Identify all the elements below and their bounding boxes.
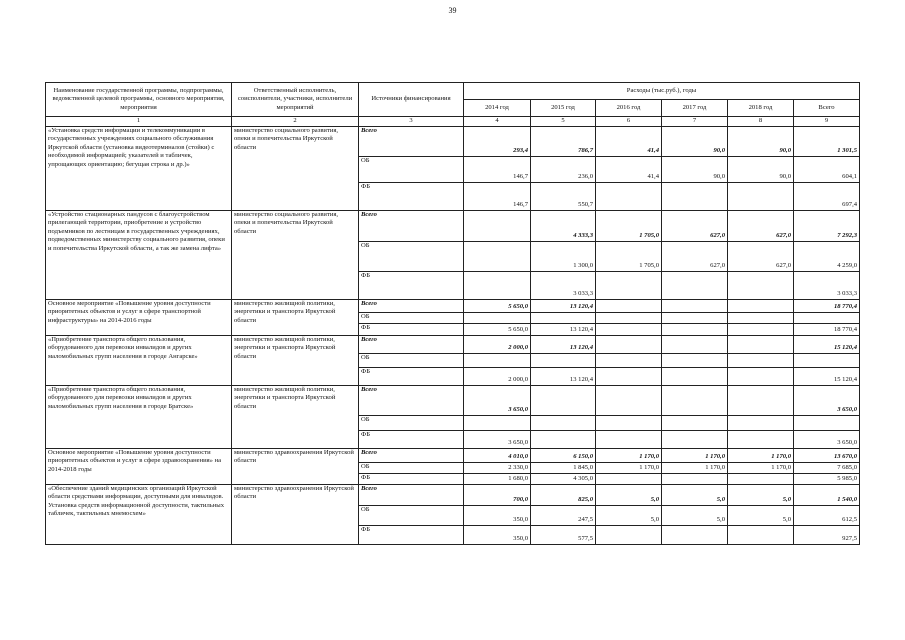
year-value-cell <box>596 385 662 415</box>
year-value-cell <box>662 525 728 544</box>
funding-source-cell: ОБ <box>359 505 464 525</box>
year-value-cell: 41,4 <box>596 156 662 182</box>
table-row <box>46 448 860 462</box>
year-value-cell <box>596 299 662 312</box>
year-value-cell <box>662 182 728 210</box>
total-value-cell: 18 770,4 <box>794 299 860 312</box>
responsible-cell: министерство социального развития, опеки и попечительства Иркутской области <box>232 210 359 299</box>
table-body <box>46 126 860 544</box>
year-value-cell <box>596 323 662 335</box>
funding-source-cell: Всего <box>359 299 464 312</box>
year-value-cell: 1 680,0 <box>464 473 531 484</box>
total-value-cell <box>794 312 860 323</box>
year-value-cell <box>464 241 531 271</box>
responsible-cell: министерство здравоохранения Иркутской области <box>232 448 359 484</box>
column-number: 9 <box>794 117 860 127</box>
header-year: 2017 год <box>662 100 728 117</box>
funding-source-cell: ОБ <box>359 353 464 367</box>
year-value-cell: 293,4 <box>464 126 531 156</box>
year-value-cell: 5,0 <box>596 484 662 505</box>
total-value-cell: 604,1 <box>794 156 860 182</box>
total-value-cell: 3 650,0 <box>794 385 860 415</box>
year-value-cell <box>464 312 531 323</box>
year-value-cell: 5 650,0 <box>464 299 531 312</box>
year-value-cell: 1 705,0 <box>596 241 662 271</box>
table-row <box>46 126 860 156</box>
header-expenses: Расходы (тыс.руб.), годы <box>464 83 860 100</box>
total-value-cell: 7 685,0 <box>794 462 860 473</box>
total-value-cell: 3 650,0 <box>794 430 860 448</box>
year-value-cell: 3 650,0 <box>464 385 531 415</box>
responsible-cell: министерство социального развития, опеки и попечительства Иркутской области <box>232 126 359 210</box>
year-value-cell <box>728 385 794 415</box>
year-value-cell <box>596 367 662 385</box>
year-value-cell: 247,5 <box>531 505 596 525</box>
page-number: 39 <box>448 6 457 15</box>
year-value-cell: 5,0 <box>728 484 794 505</box>
year-value-cell <box>662 323 728 335</box>
year-value-cell: 350,0 <box>464 505 531 525</box>
table-row <box>46 484 860 505</box>
year-value-cell: 4 010,0 <box>464 448 531 462</box>
year-value-cell <box>531 415 596 430</box>
year-value-cell: 5,0 <box>596 505 662 525</box>
year-value-cell: 1 300,0 <box>531 241 596 271</box>
year-value-cell: 146,7 <box>464 182 531 210</box>
funding-source-cell: ОБ <box>359 415 464 430</box>
year-value-cell <box>596 182 662 210</box>
year-value-cell <box>596 430 662 448</box>
year-value-cell <box>728 525 794 544</box>
funding-source-cell: ФБ <box>359 182 464 210</box>
activity-name-cell: «Приобретение транспорта общего пользования, оборудованного для перевозки инвалидов и других маломобильных групп населения в городе Братске» <box>46 385 232 448</box>
table-row <box>46 210 860 241</box>
funding-source-cell: ОБ <box>359 241 464 271</box>
year-value-cell <box>728 335 794 353</box>
year-value-cell: 90,0 <box>728 126 794 156</box>
funding-source-cell: Всего <box>359 126 464 156</box>
header-year: 2016 год <box>596 100 662 117</box>
year-value-cell: 41,4 <box>596 126 662 156</box>
year-value-cell <box>596 525 662 544</box>
column-number: 4 <box>464 117 531 127</box>
header-year: 2015 год <box>531 100 596 117</box>
year-value-cell: 5,0 <box>662 505 728 525</box>
total-value-cell: 612,5 <box>794 505 860 525</box>
year-value-cell <box>728 312 794 323</box>
activity-name-cell: «Обеспечение зданий медицинских организаций Иркутской области средствами информации, доступными для инвалидов. Установка средств информационной доступности, тактильных табличек, тактильных мнемосхем» <box>46 484 232 544</box>
year-value-cell: 13 120,4 <box>531 323 596 335</box>
header-responsible: Ответственный исполнитель, соисполнители, участники, исполнители мероприятий <box>232 83 359 117</box>
year-value-cell: 236,0 <box>531 156 596 182</box>
year-value-cell <box>728 271 794 299</box>
header-funding-source: Источники финансирования <box>359 83 464 117</box>
year-value-cell: 6 150,0 <box>531 448 596 462</box>
year-value-cell: 1 170,0 <box>596 448 662 462</box>
total-value-cell: 697,4 <box>794 182 860 210</box>
year-value-cell: 13 120,4 <box>531 299 596 312</box>
funding-source-cell: ФБ <box>359 323 464 335</box>
year-value-cell: 13 120,4 <box>531 367 596 385</box>
header-program-name: Наименование государственной программы, подпрограммы, ведомственной целевой программы, основного мероприятия, мероприятия <box>46 83 232 117</box>
year-value-cell <box>531 385 596 415</box>
header-year: 2014 год <box>464 100 531 117</box>
year-value-cell <box>531 430 596 448</box>
total-value-cell: 18 770,4 <box>794 323 860 335</box>
funding-source-cell: Всего <box>359 210 464 241</box>
year-value-cell <box>728 353 794 367</box>
funding-source-cell: ОБ <box>359 156 464 182</box>
year-value-cell <box>531 353 596 367</box>
total-value-cell: 1 301,5 <box>794 126 860 156</box>
year-value-cell: 350,0 <box>464 525 531 544</box>
total-value-cell: 4 259,0 <box>794 241 860 271</box>
header-year: 2018 год <box>728 100 794 117</box>
year-value-cell: 700,0 <box>464 484 531 505</box>
year-value-cell: 90,0 <box>662 156 728 182</box>
year-value-cell <box>662 353 728 367</box>
year-value-cell <box>662 271 728 299</box>
header-total: Всего <box>794 100 860 117</box>
funding-source-cell: ФБ <box>359 271 464 299</box>
column-number: 2 <box>232 117 359 127</box>
column-number: 1 <box>46 117 232 127</box>
column-number: 7 <box>662 117 728 127</box>
activity-name-cell: «Приобретение транспорта общего пользования, оборудованного для перевозки инвалидов и других маломобильных групп населения в городе Ангарске» <box>46 335 232 385</box>
year-value-cell <box>464 210 531 241</box>
year-value-cell: 2 000,0 <box>464 367 531 385</box>
responsible-cell: министерство здравоохранения Иркутской области <box>232 484 359 544</box>
year-value-cell <box>728 430 794 448</box>
year-value-cell: 2 000,0 <box>464 335 531 353</box>
year-value-cell <box>596 271 662 299</box>
total-value-cell: 1 540,0 <box>794 484 860 505</box>
year-value-cell <box>662 299 728 312</box>
funding-source-cell: Всего <box>359 335 464 353</box>
year-value-cell: 90,0 <box>662 126 728 156</box>
year-value-cell <box>662 473 728 484</box>
responsible-cell: министерство жилищной политики, энергетики и транспорта Иркутской области <box>232 299 359 335</box>
year-value-cell: 2 330,0 <box>464 462 531 473</box>
year-value-cell: 1 845,0 <box>531 462 596 473</box>
funding-source-cell: ОБ <box>359 312 464 323</box>
year-value-cell: 1 170,0 <box>662 448 728 462</box>
total-value-cell: 13 670,0 <box>794 448 860 462</box>
year-value-cell <box>662 335 728 353</box>
column-number: 3 <box>359 117 464 127</box>
total-value-cell: 7 292,3 <box>794 210 860 241</box>
column-number: 5 <box>531 117 596 127</box>
responsible-cell: министерство жилищной политики, энергетики и транспорта Иркутской области <box>232 335 359 385</box>
year-value-cell <box>728 415 794 430</box>
column-number: 8 <box>728 117 794 127</box>
year-value-cell: 146,7 <box>464 156 531 182</box>
total-value-cell: 15 120,4 <box>794 335 860 353</box>
activity-name-cell: Основное мероприятие «Повышение уровня доступности приоритетных объектов и услуг в сфере транспортной инфраструктуры» на 2014-2016 годы <box>46 299 232 335</box>
funding-source-cell: ФБ <box>359 367 464 385</box>
year-value-cell: 786,7 <box>531 126 596 156</box>
table-row <box>46 385 860 415</box>
total-value-cell: 15 120,4 <box>794 367 860 385</box>
year-value-cell <box>662 430 728 448</box>
year-value-cell <box>596 335 662 353</box>
table-row <box>46 299 860 312</box>
year-value-cell: 5,0 <box>662 484 728 505</box>
year-value-cell: 1 170,0 <box>728 448 794 462</box>
year-value-cell: 13 120,4 <box>531 335 596 353</box>
budget-table <box>45 82 860 545</box>
total-value-cell: 927,5 <box>794 525 860 544</box>
year-value-cell <box>728 299 794 312</box>
year-value-cell: 5,0 <box>728 505 794 525</box>
total-value-cell <box>794 415 860 430</box>
year-value-cell: 90,0 <box>728 156 794 182</box>
year-value-cell: 627,0 <box>662 210 728 241</box>
year-value-cell: 1 705,0 <box>596 210 662 241</box>
funding-source-cell: ФБ <box>359 430 464 448</box>
year-value-cell: 627,0 <box>728 210 794 241</box>
year-value-cell <box>728 473 794 484</box>
year-value-cell <box>531 312 596 323</box>
year-value-cell <box>662 415 728 430</box>
year-value-cell: 825,0 <box>531 484 596 505</box>
year-value-cell: 627,0 <box>728 241 794 271</box>
funding-source-cell: ФБ <box>359 525 464 544</box>
year-value-cell: 4 333,3 <box>531 210 596 241</box>
year-value-cell <box>596 415 662 430</box>
year-value-cell <box>464 415 531 430</box>
year-value-cell <box>728 367 794 385</box>
table-row <box>46 335 860 353</box>
funding-source-cell: Всего <box>359 448 464 462</box>
activity-name-cell: Основное мероприятие «Повышение уровня доступности приоритетных объектов и услуг в сфере здравоохранения» на 2014-2018 годы <box>46 448 232 484</box>
year-value-cell <box>596 473 662 484</box>
activity-name-cell: «Устройство стационарных пандусов с благоустройством прилегающей территории, приобретение и устройство подъемников по лестницам в государственных учреждениях, подведомственных министерству социального развития, опеки и попечительства Иркутской области, а так же замена лифта» <box>46 210 232 299</box>
year-value-cell <box>464 353 531 367</box>
funding-source-cell: Всего <box>359 484 464 505</box>
year-value-cell: 5 650,0 <box>464 323 531 335</box>
year-value-cell <box>728 182 794 210</box>
year-value-cell: 550,7 <box>531 182 596 210</box>
total-value-cell <box>794 353 860 367</box>
funding-source-cell: Всего <box>359 385 464 415</box>
total-value-cell: 3 033,3 <box>794 271 860 299</box>
responsible-cell: министерство жилищной политики, энергетики и транспорта Иркутской области <box>232 385 359 448</box>
year-value-cell: 1 170,0 <box>728 462 794 473</box>
year-value-cell <box>596 312 662 323</box>
year-value-cell <box>662 367 728 385</box>
funding-source-cell: ФБ <box>359 473 464 484</box>
funding-source-cell: ОБ <box>359 462 464 473</box>
year-value-cell <box>662 385 728 415</box>
year-value-cell <box>728 323 794 335</box>
year-value-cell: 1 170,0 <box>662 462 728 473</box>
year-value-cell <box>596 353 662 367</box>
year-value-cell: 1 170,0 <box>596 462 662 473</box>
activity-name-cell: «Установка средств информации и телекоммуникации в государственных учреждениях социального обслуживания Иркутской области (установка видеотерминалов (стойки) с необходимой информацией; указателей и табличек, упрощающих ориентацию; бегущая строка и др.)» <box>46 126 232 210</box>
year-value-cell: 577,5 <box>531 525 596 544</box>
year-value-cell <box>662 312 728 323</box>
year-value-cell <box>464 271 531 299</box>
year-value-cell: 3 650,0 <box>464 430 531 448</box>
total-value-cell: 5 985,0 <box>794 473 860 484</box>
year-value-cell: 3 033,3 <box>531 271 596 299</box>
year-value-cell: 4 305,0 <box>531 473 596 484</box>
year-value-cell: 627,0 <box>662 241 728 271</box>
column-number: 6 <box>596 117 662 127</box>
